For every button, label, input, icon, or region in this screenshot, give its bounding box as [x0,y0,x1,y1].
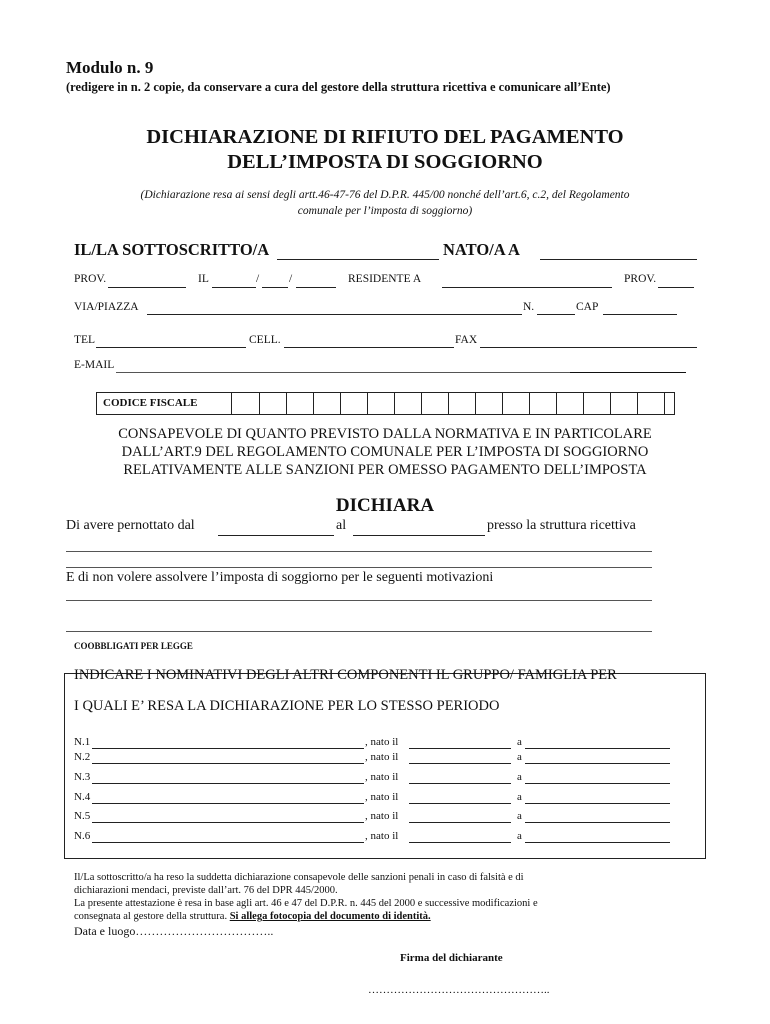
sottoscritto-label: IL/LA SOTTOSCRITTO/A [74,240,270,259]
coobbligato-birthdate-field[interactable] [409,842,511,843]
coobbligato-birthdate-field[interactable] [409,763,511,764]
coobbligato-name-field[interactable] [92,803,364,804]
coobbligato-nato-il-label: , nato il [365,751,399,763]
allega-documento: Si allega fotocopia del documento di identità. [229,911,431,922]
cf-cell[interactable] [529,393,557,414]
residente-field[interactable] [442,287,612,288]
coobbligato-nato-il-label: , nato il [365,810,399,822]
coobbligato-name-field[interactable] [92,748,364,749]
coobbligato-birthdate-field[interactable] [409,783,511,784]
cf-cell[interactable] [394,393,422,414]
coobbligato-name-field[interactable] [92,763,364,764]
consapevole-line3: RELATIVAMENTE ALLE SANZIONI PER OMESSO PAGAMENTO DELL’IMPOSTA [123,462,647,478]
coobbligato-name-field[interactable] [92,822,364,823]
al-label: al [336,518,347,533]
sottoscritto-field[interactable] [277,259,439,260]
cf-cell[interactable] [556,393,584,414]
cf-cell[interactable] [367,393,395,414]
codice-fiscale-grid[interactable] [96,392,675,415]
date-month-field[interactable] [262,287,288,288]
subtitle-line2: comunale per l’imposta di soggiorno) [297,205,473,217]
nato-label: NATO/A A [443,240,520,259]
il-label: IL [198,273,209,285]
cell-field[interactable] [284,347,454,348]
cf-cell[interactable] [610,393,638,414]
coobbligato-birthdate-field[interactable] [409,803,511,804]
prov-field[interactable] [108,287,186,288]
consapevole-line2: DALL’ART.9 DEL REGOLAMENTO COMUNALE PER L’IMPOSTA DI SOGGIORNO [121,444,649,460]
coobbligato-birthdate-field[interactable] [409,748,511,749]
tel-label: TEL [74,334,96,346]
prov2-label: PROV. [624,273,657,285]
firma-label: Firma del dichiarante [400,952,503,964]
cf-cell[interactable] [448,393,476,414]
date-day-field[interactable] [212,287,256,288]
struttura-field-line2[interactable] [66,567,652,568]
dichiara-heading: DICHIARA [335,495,435,516]
coobbligato-nato-il-label: , nato il [365,771,399,783]
subtitle-line1: (Dichiarazione resa ai sensi degli artt.46-47-76 del D.P.R. 445/00 nonché dell’art.6, c.2, del Regolamento [140,189,630,201]
declaration-p1b: dichiarazioni mendaci, previste dall’art. 76 del DPR 445/2000. [74,885,338,896]
declaration-p2b-text: consegnata al gestore della struttura. [74,911,228,922]
via-field[interactable] [147,314,522,315]
cf-cell[interactable] [313,393,341,414]
cell-label: CELL. [249,334,281,346]
declaration-p2a: La presente attestazione è resa in base agli art. 46 e 47 del D.P.R. n. 445 del 2000 e successive modificazioni e [74,898,538,909]
cap-label: CAP [576,301,599,313]
cf-cell[interactable] [259,393,287,414]
modulo-number: Modulo n. 9 [66,58,154,77]
coobbligato-nato-il-label: , nato il [365,830,399,842]
coobbligato-a-label: a [517,751,522,763]
date-slash-2: / [289,273,293,285]
coobbligato-birthplace-field[interactable] [525,822,670,823]
nato-field[interactable] [540,259,697,260]
n-label: N. [523,301,535,313]
prov2-field[interactable] [658,287,694,288]
page-title-line1: DICHIARAZIONE DI RIFIUTO DEL PAGAMENTO [146,126,624,148]
coobbligato-name-field[interactable] [92,783,364,784]
coobbligato-number-label: N.3 [74,771,91,783]
coobbligato-name-field[interactable] [92,842,364,843]
cf-cell[interactable] [340,393,368,414]
coobbligato-number-label: N.1 [74,736,91,748]
presso-label: presso la struttura ricettiva [487,518,636,533]
consapevole-line1: CONSAPEVOLE DI QUANTO PREVISTO DALLA NORMATIVA E IN PARTICOLARE [118,426,652,442]
coobbligato-birthdate-field[interactable] [409,822,511,823]
coobbligati-instruction-line1: INDICARE I NOMINATIVI DEGLI ALTRI COMPONENTI IL GRUPPO/ FAMIGLIA PER [74,667,617,683]
coobbligato-number-label: N.6 [74,830,91,842]
coobbligati-heading: COOBBLIGATI PER LEGGE [74,641,193,651]
coobbligato-nato-il-label: , nato il [365,736,399,748]
coobbligato-nato-il-label: , nato il [365,791,399,803]
pernottato-label: Di avere pernottato dal [66,518,195,533]
cap-field[interactable] [603,314,677,315]
coobbligato-a-label: a [517,771,522,783]
fax-label: FAX [455,334,478,346]
email-field-end [570,372,686,373]
non-volere-label: E di non volere assolvere l’imposta di soggiorno per le seguenti motivazioni [66,570,494,585]
fax-field[interactable] [480,347,697,348]
firma-field[interactable]: ………………………………………….. [368,984,550,996]
cf-cell[interactable] [475,393,503,414]
motivazioni-field-line2[interactable] [66,631,652,632]
page-title-line2: DELL’IMPOSTA DI SOGGIORNO [227,151,543,173]
cf-cell[interactable] [583,393,611,414]
motivazioni-field-line1[interactable] [66,600,652,601]
coobbligato-number-label: N.5 [74,810,91,822]
pernottato-al-field[interactable] [353,535,485,536]
coobbligato-birthplace-field[interactable] [525,783,670,784]
declaration-p2b [74,911,431,922]
tel-field[interactable] [96,347,246,348]
pernottato-dal-field[interactable] [218,535,334,536]
residente-label: RESIDENTE A [348,273,422,285]
codice-fiscale-label: CODICE FISCALE [97,393,232,414]
cf-cell[interactable] [637,393,665,414]
coobbligato-number-label: N.4 [74,791,91,803]
coobbligato-birthplace-field[interactable] [525,763,670,764]
coobbligato-a-label: a [517,736,522,748]
civic-number-field[interactable] [537,314,575,315]
cf-cell[interactable] [502,393,530,414]
data-luogo-field[interactable]: Data e luogo…………………………….. [74,924,274,938]
coobbligato-birthplace-field[interactable] [525,842,670,843]
date-slash-1: / [256,273,260,285]
cf-cell[interactable] [286,393,314,414]
modulo-note: (redigere in n. 2 copie, da conservare a cura del gestore della struttura ricettiva e comunicare all’Ente) [66,80,611,94]
coobbligato-birthplace-field[interactable] [525,748,670,749]
struttura-field-line1[interactable] [66,551,652,552]
coobbligato-a-label: a [517,810,522,822]
via-label: VIA/PIAZZA [74,301,139,313]
coobbligato-a-label: a [517,830,522,842]
email-label: E-MAIL [74,359,115,371]
coobbligato-a-label: a [517,791,522,803]
date-year-field[interactable] [296,287,336,288]
cf-cell[interactable] [421,393,449,414]
prov-label: PROV. [74,273,107,285]
cf-cell[interactable] [232,393,260,414]
declaration-p1a: Il/La sottoscritto/a ha reso la suddetta dichiarazione consapevole delle sanzioni penali in caso di falsità e di [74,872,524,883]
coobbligato-number-label: N.2 [74,751,91,763]
coobbligati-instruction-line2: I QUALI E’ RESA LA DICHIARAZIONE PER LO STESSO PERIODO [74,698,500,714]
coobbligato-birthplace-field[interactable] [525,803,670,804]
